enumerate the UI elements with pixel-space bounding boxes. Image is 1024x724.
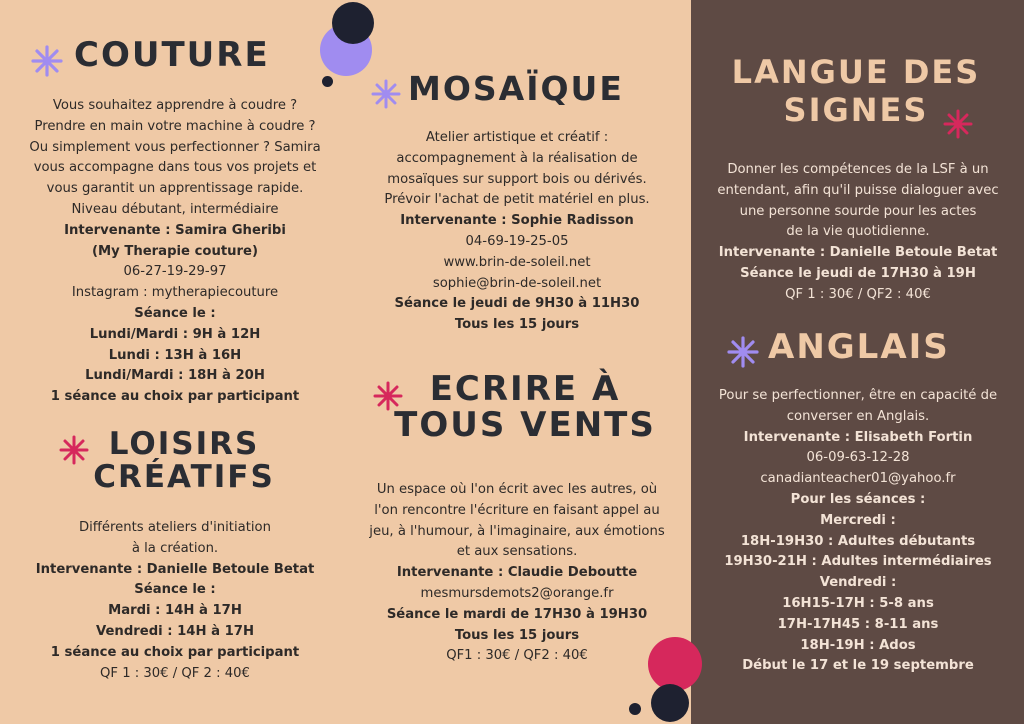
star-icon-anglais [726, 335, 760, 369]
ecrire-qf: QF1 : 30€ / QF2 : 40€ [446, 648, 588, 664]
langue-title-block [706, 53, 1006, 129]
anglais-seances-label: Pour les séances : [790, 491, 926, 507]
anglais-phone[interactable]: 06-09-63-12-28 [806, 450, 910, 466]
mosaique-intervenante: Intervenante : Sophie Radisson [400, 213, 634, 229]
langue-title-line2: SIGNES [783, 90, 929, 129]
ecrire-title-line2: TOUS VENTS [394, 404, 656, 445]
langue-intervenante: Intervenante : Danielle Betoule Betat [718, 245, 998, 261]
ecrire-title-block [380, 369, 670, 445]
couture-desc-line: Ou simplement vous perfectionner ? Samira [29, 139, 321, 155]
anglais-footer: Début le 17 et le 19 septembre [742, 658, 974, 674]
loisirs-schedule-item: Mardi : 14H à 17H [108, 603, 242, 619]
loisirs-section [10, 518, 340, 684]
couture-title: COUTURE [74, 35, 270, 75]
loisirs-footer: 1 séance au choix par participant [50, 644, 300, 660]
couture-intervenante: Intervenante : Samira Gheribi [64, 222, 286, 238]
couture-company: (My Therapie couture) [92, 243, 258, 259]
anglais-desc-line: Pour se perfectionner, être en capacité de [718, 388, 998, 403]
loisirs-title-block [74, 428, 294, 493]
loisirs-qf: QF 1 : 30€ / QF 2 : 40€ [100, 665, 250, 681]
ecrire-seance: Séance le mardi de 17H30 à 19H30 [386, 606, 648, 622]
couture-seance-label: Séance le : [134, 305, 216, 321]
anglais-vendredi-label: Vendredi : [819, 575, 897, 591]
ecrire-intervenante: Intervenante : Claudie Deboutte [396, 565, 638, 581]
couture-schedule-item: Lundi/Mardi : 18H à 20H [85, 368, 265, 384]
anglais-schedule-item: 17H-17H45 : 8-11 ans [777, 616, 939, 632]
anglais-schedule-item: 16H15-17H : 5-8 ans [782, 595, 934, 611]
mosaique-seance: Séance le jeudi de 9H30 à 11H30 [394, 296, 640, 312]
langue-desc-line: Donner les compétences de la LSF à un [727, 162, 989, 177]
ecrire-desc-line: jeu, à l'humour, à l'imaginaire, aux émotions [369, 523, 665, 539]
star-icon-mosaique [370, 78, 402, 110]
langue-section [696, 160, 1020, 306]
couture-desc-line: vous accompagne dans tous vos projets et [33, 160, 317, 176]
loisirs-title-line2: CRÉATIFS [93, 458, 275, 495]
ecrire-title-line1: ECRIRE À [429, 369, 621, 409]
star-icon-couture [30, 44, 64, 78]
loisirs-desc-line: à la création. [131, 540, 219, 556]
mosaique-desc-line: Prévoir l'achat de petit matériel en plus. [384, 192, 650, 208]
anglais-desc-line: converser en Anglais. [786, 408, 930, 424]
anglais-section [696, 386, 1020, 677]
anglais-title-block [768, 327, 968, 367]
loisirs-schedule-item: Vendredi : 14H à 17H [96, 623, 254, 639]
couture-desc-line: Niveau débutant, intermédiaire [71, 201, 279, 217]
loisirs-title-line1: LOISIRS [108, 426, 260, 462]
loisirs-seance-label: Séance le : [134, 582, 216, 598]
mosaique-phone[interactable]: 04-69-19-25-05 [465, 233, 569, 249]
mosaique-desc-line: Atelier artistique et créatif : [425, 130, 609, 145]
couture-schedule-item: Lundi/Mardi : 9H à 12H [89, 326, 261, 342]
decor-circle-navy-large [332, 2, 374, 44]
anglais-schedule-item: 18H-19H30 : Adultes débutants [740, 533, 976, 549]
langue-title-line1: LANGUE DES [731, 53, 981, 91]
anglais-schedule-item: 19H30-21H : Adultes intermédiaires [724, 554, 992, 570]
mosaique-section [350, 128, 684, 336]
decor-circle-navy-bottom [651, 684, 689, 722]
loisirs-intervenante: Intervenante : Danielle Betoule Betat [35, 561, 315, 577]
mosaique-desc-line: accompagnement à la réalisation de [396, 150, 638, 166]
couture-desc-line: vous garantit un apprentissage rapide. [46, 181, 304, 197]
langue-desc-line: entendant, afin qu'il puisse dialoguer avec [717, 182, 999, 198]
couture-desc-line: Prendre en main votre machine à coudre ? [34, 118, 316, 134]
anglais-title: ANGLAIS [768, 327, 950, 367]
couture-phone[interactable]: 06-27-19-29-97 [123, 264, 227, 280]
mosaique-website[interactable]: www.brin-de-soleil.net [443, 254, 591, 270]
ecrire-desc-line: et aux sensations. [456, 544, 578, 560]
langue-desc-line: de la vie quotidienne. [786, 224, 930, 240]
ecrire-desc-line: l'on rencontre l'écriture en faisant appel au [374, 502, 660, 518]
ecrire-desc-line: Un espace où l'on écrit avec les autres, où [376, 482, 658, 497]
couture-instagram[interactable]: Instagram : mytherapiecouture [71, 285, 279, 301]
mosaique-title-block [408, 69, 638, 108]
couture-footer: 1 séance au choix par participant [50, 389, 300, 405]
mosaique-title: MOSAÏQUE [408, 69, 624, 108]
anglais-schedule-item: 18H-19H : Ados [800, 637, 916, 653]
decor-circle-navy-small [322, 76, 333, 87]
ecrire-frequency: Tous les 15 jours [454, 627, 580, 643]
mosaique-desc-line: mosaïques sur support bois ou dérivés. [387, 171, 647, 187]
anglais-mercredi-label: Mercredi : [820, 512, 896, 528]
ecrire-email[interactable]: mesmursdemots2@orange.fr [420, 585, 614, 601]
anglais-intervenante: Intervenante : Elisabeth Fortin [743, 429, 973, 445]
anglais-email[interactable]: canadianteacher01@yahoo.fr [760, 471, 956, 487]
loisirs-desc-line: Différents ateliers d'initiation [78, 520, 271, 535]
langue-qf: QF 1 : 30€ / QF2 : 40€ [785, 286, 931, 302]
couture-desc-line: Vous souhaitez apprendre à coudre ? [52, 98, 298, 113]
decor-circle-navy-tiny [629, 703, 641, 715]
couture-title-block [74, 35, 274, 75]
couture-section [10, 96, 340, 408]
mosaique-email[interactable]: sophie@brin-de-soleil.net [432, 275, 602, 291]
langue-desc-line: une personne sourde pour les actes [739, 203, 977, 219]
couture-schedule-item: Lundi : 13H à 16H [108, 347, 242, 363]
mosaique-frequency: Tous les 15 jours [454, 317, 580, 333]
langue-seance: Séance le jeudi de 17H30 à 19H [740, 265, 976, 281]
ecrire-section [350, 480, 684, 667]
